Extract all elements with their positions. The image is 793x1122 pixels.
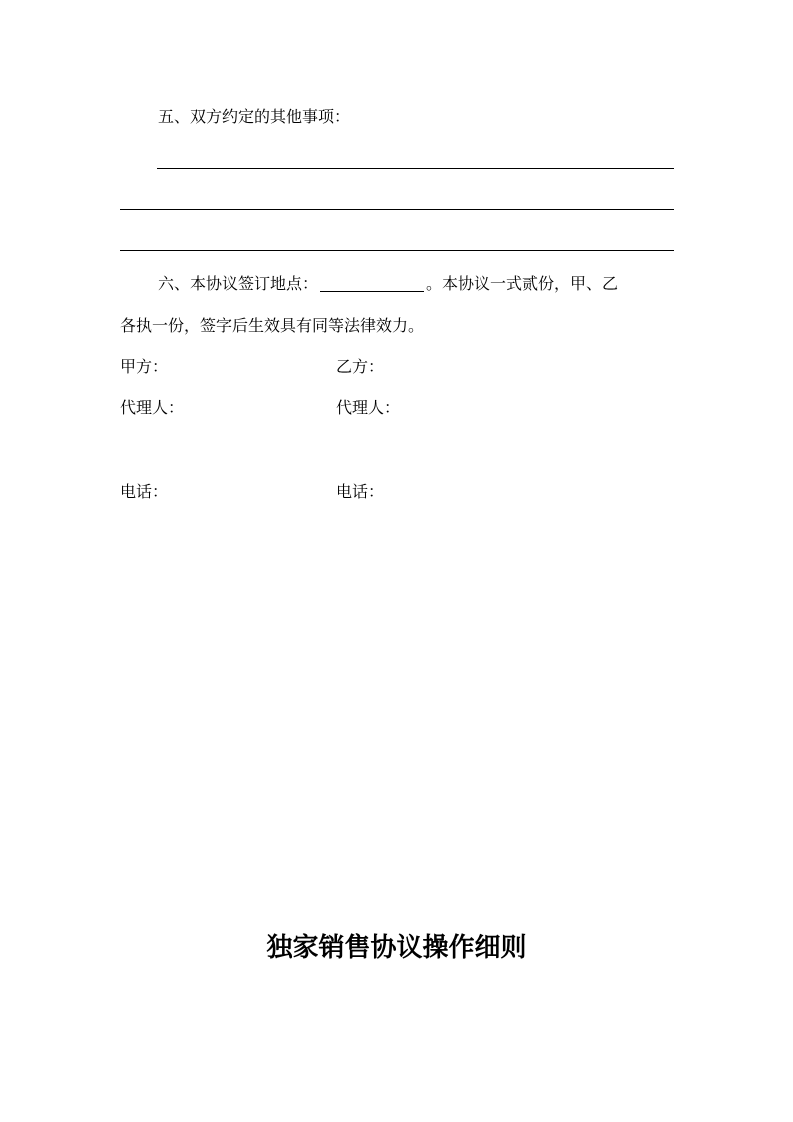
clause-5-heading: 五、双方约定的其他事项：	[158, 107, 351, 126]
clause-6-line-1	[158, 274, 618, 294]
next-document-title: 独家销售协议操作细则	[266, 933, 527, 963]
party-a-label: 甲方：	[120, 357, 169, 376]
agent-a-label: 代理人：	[120, 398, 185, 417]
fill-in-line-1	[157, 168, 674, 169]
party-b-label: 乙方：	[336, 357, 385, 376]
clause-6-text-before-blank: 六、本协议签订地点：	[158, 274, 319, 293]
signing-location-blank	[320, 275, 424, 292]
agent-b-label: 代理人：	[336, 398, 401, 417]
phone-a-label: 电话：	[120, 482, 169, 501]
fill-in-line-2	[120, 209, 674, 210]
fill-in-line-3	[120, 250, 674, 251]
clause-6-line-2: 各执一份，签字后生效具有同等法律效力。	[120, 316, 425, 335]
phone-b-label: 电话：	[336, 482, 385, 501]
clause-6-text-after-blank: 。本协议一式贰份，甲、乙	[426, 274, 619, 293]
